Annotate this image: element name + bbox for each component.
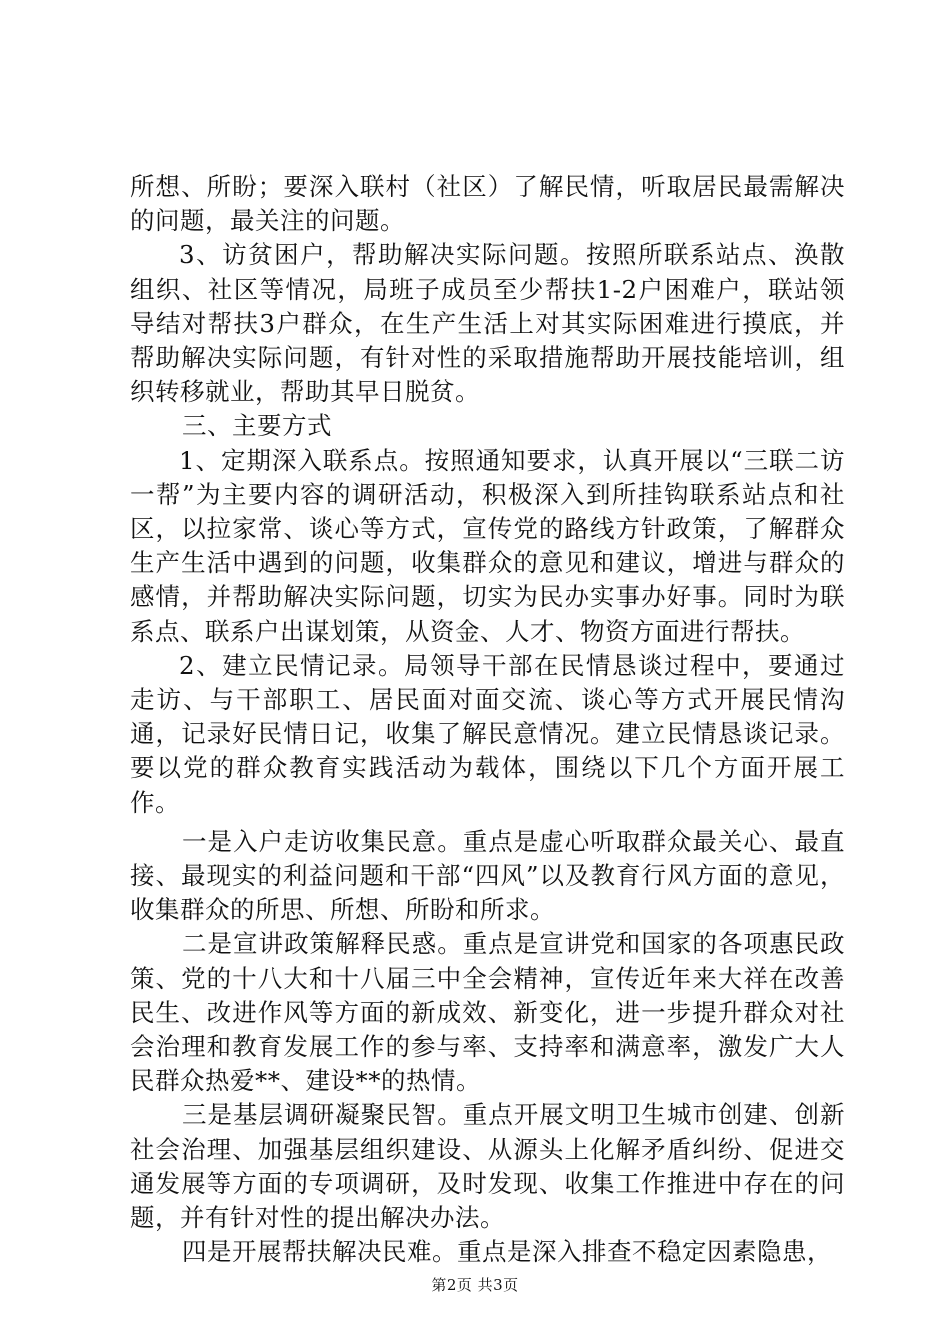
paragraph-public-opinion-records: 2、建立民情记录。局领导干部在民情恳谈过程中，要通过走访、与干部职工、居民面对面交流、谈心等方式开展民情沟通，记录好民情日记，收集了解民意情况。建立民情恳谈记录。要以党的群众教育实践活动为载体，围绕以下几个方面开展工作。 [130, 650, 845, 817]
section-heading-main-methods: 三、主要方式 [182, 411, 332, 441]
page-number-footer: 第2页 共3页 [431, 1276, 519, 1294]
paragraph-assistance: 四是开展帮扶解决民难。重点是深入排查不稳定因素隐患， [182, 1237, 832, 1267]
paragraph-grassroots-research: 三是基层调研凝聚民智。重点开展文明卫生城市创建、创新社会治理、加强基层组织建设、从源头上化解矛盾纠纷、促进交通发展等方面的专项调研，及时发现、收集工作推进中存在的问题，并有针对性的提出解决办法。 [130, 1100, 845, 1233]
paragraph-contact-points: 1、定期深入联系点。按照通知要求，认真开展以“三联二访一帮”为主要内容的调研活动，积极深入到所挂钩联系站点和社区，以拉家常、谈心等方式，宣传党的路线方针政策，了解群众生产生活中遇到的问题，收集群众的意见和建议，增进与群众的感情，并帮助解决实际问题，切实为民办实事办好事。同时为联系点、联系户出谋划策，从资金、人才、物资方面进行帮扶。 [130, 445, 845, 646]
document-body [130, 170, 845, 1270]
paragraph-explain-policies: 二是宣讲政策解释民惑。重点是宣讲党和国家的各项惠民政策、党的十八大和十八届三中全会精神，宣传近年来大祥在改善民生、改进作风等方面的新成效、新变化，进一步提升群众对社会治理和教育发展工作的参与率、支持率和满意率，激发广大人民群众热爱**、建设**的热情。 [130, 929, 845, 1096]
paragraph-collect-opinions: 一是入户走访收集民意。重点是虚心听取群众最关心、最直接、最现实的利益问题和干部“四风”以及教育行风方面的意见，收集群众的所思、所想、所盼和所求。 [130, 826, 845, 925]
paragraph-continuation: 所想、所盼；要深入联村（社区）了解民情，听取居民最需解决的问题，最关注的问题。 [130, 172, 845, 236]
paragraph-visit-poor-households: 3、访贫困户，帮助解决实际问题。按照所联系站点、涣散组织、社区等情况，局班子成员至少帮扶1-2户困难户，联站领导结对帮扶3户群众，在生产生活上对其实际困难进行摸底，并帮助解决实际问题，有针对性的采取措施帮助开展技能培训，组织转移就业，帮助其早日脱贫。 [130, 240, 845, 407]
